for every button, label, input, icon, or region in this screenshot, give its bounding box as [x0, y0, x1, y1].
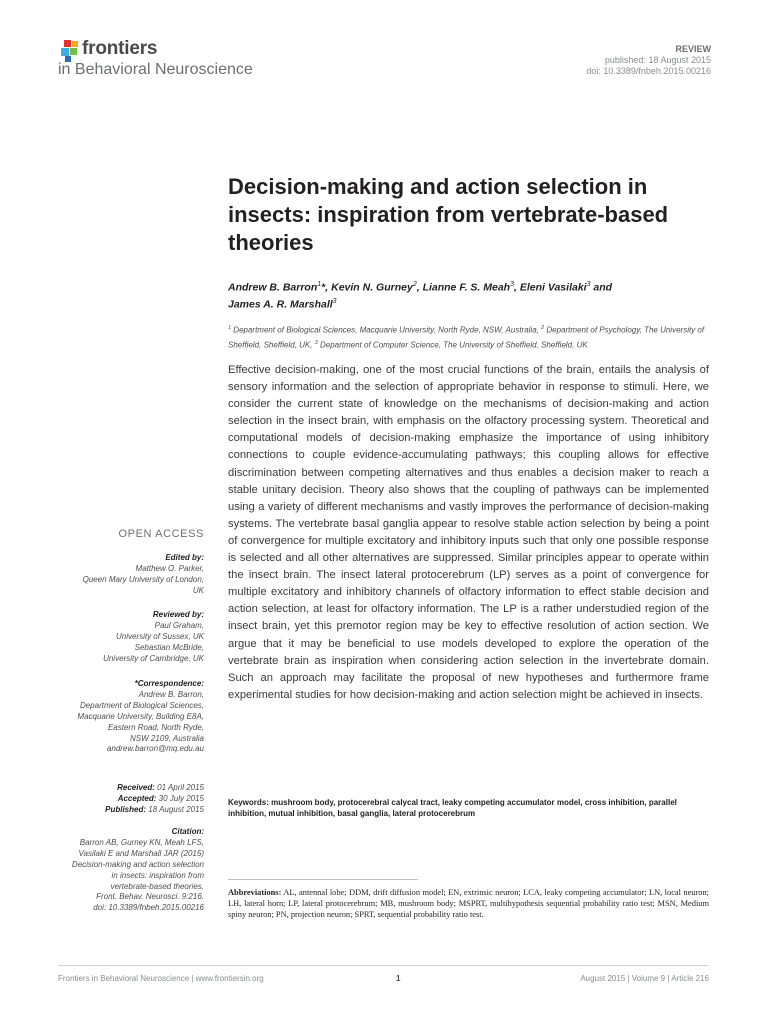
article-title: Decision-making and action selection in insects: inspiration from vertebrate-based theories [228, 174, 669, 255]
abbreviations-text: AL, antennal lobe; DDM, drift diffusion model; EN, extrinsic neuron; LCA, leaky competing accumulator; LN, local neuron; LH, lateral horn; LP, lateral protocerebrum; MB, mushroom body; MSPRT, multihypothesis sequential probability ratio test; MSN, Medium spiny neuron; PN, projection neuron; SPRT, sequential probability ratio test. [228, 888, 709, 919]
footer-journal-link[interactable]: Frontiers in Behavioral Neuroscience | www.frontiersin.org [58, 974, 264, 983]
citation-line: in insects: inspiration from [111, 870, 204, 880]
footer-divider [58, 965, 709, 966]
reviewer-line: Paul Graham, [154, 620, 204, 630]
brand-name: frontiers [82, 38, 158, 59]
affiliation-marker: 1 [228, 325, 232, 331]
accepted-date: Accepted: 30 July 2015 [117, 793, 204, 803]
open-access-label: OPEN ACCESS [118, 528, 204, 540]
correspondence [34, 679, 204, 755]
author-affiliation-marker: 1 [317, 281, 322, 288]
editor-line: UK [192, 585, 204, 595]
citation-line: vertebrate-based theories. [110, 881, 204, 891]
edited-by [34, 553, 204, 597]
author-affiliation-marker: 2 [412, 281, 417, 288]
article-dates [34, 783, 204, 816]
doi: doi: 10.3389/fnbeh.2015.00216 [586, 66, 711, 76]
author-name[interactable]: Eleni Vasilaki [519, 281, 587, 294]
author-list [228, 278, 708, 311]
affiliation-marker: 3 [314, 339, 318, 346]
article-type: REVIEW [675, 44, 711, 54]
citation-label: Citation: [171, 827, 204, 836]
reviewed-by [34, 610, 204, 665]
editor-line: Queen Mary University of London, [82, 574, 204, 584]
reviewer-line: University of Cambridge, UK [103, 653, 204, 663]
correspondence-label: *Correspondence: [134, 679, 204, 688]
correspondence-line: Eastern Road, North Ryde, [107, 722, 204, 732]
page-number: 1 [396, 974, 401, 983]
author-affiliation-marker: 3 [510, 281, 514, 288]
reviewer-line: Sebastian McBride, [134, 642, 204, 652]
abbreviations [228, 887, 709, 920]
affiliations [228, 322, 708, 351]
affiliation-text: Department of Psychology, The University of Sheffield, Sheffield, UK, [228, 325, 705, 350]
correspondence-line: NSW 2109, Australia [130, 733, 204, 743]
correspondence-email[interactable]: andrew.barron@mq.edu.au [106, 744, 204, 754]
affiliation-marker: 2 [541, 325, 545, 331]
author-separator: , [416, 281, 423, 294]
reviewer-line: University of Sussex, UK [115, 631, 204, 641]
journal-name: in Behavioral Neuroscience [58, 61, 253, 78]
author-separator: and [590, 281, 613, 294]
abbreviations-label: Abbreviations: [228, 888, 282, 897]
journal-logo[interactable] [58, 38, 318, 84]
footer-issue-info: August 2015 | Volume 9 | Article 216 [580, 974, 709, 983]
author-name[interactable]: Lianne F. S. Meah [422, 281, 511, 294]
affiliation-text: Department of Computer Science, The University of Sheffield, Sheffield, UK [317, 340, 588, 350]
author-name[interactable]: Andrew B. Barron [228, 281, 318, 294]
reviewed-by-label: Reviewed by: [152, 610, 204, 619]
affiliation-text: Department of Biological Sciences, Macquarie University, North Ryde, NSW, Australia, [231, 325, 542, 335]
citation-line: Vasilaki E and Marshall JAR (2015) [78, 848, 204, 858]
author-affiliation-marker: 3 [586, 281, 591, 288]
citation-line: Barron AB, Gurney KN, Meah LFS, [79, 837, 204, 847]
author-name[interactable]: James A. R. Marshall [228, 298, 333, 310]
divider [228, 879, 418, 880]
author-separator: , [514, 281, 520, 294]
correspondence-line: Macquarie University, Building E8A, [77, 711, 204, 721]
correspondence-line: Department of Biological Sciences, [79, 700, 204, 710]
published-date-sidebar: Published: 18 August 2015 [105, 804, 204, 814]
article-meta [586, 44, 711, 77]
published-date: published: 18 August 2015 [604, 55, 711, 65]
author-separator: , [325, 281, 332, 294]
citation-line: doi: 10.3389/fnbeh.2015.00216 [93, 903, 204, 913]
citation-line: Decision-making and action selection [71, 859, 204, 869]
received-date: Received: 01 April 2015 [117, 783, 204, 792]
edited-by-label: Edited by: [165, 553, 204, 562]
correspondence-line: Andrew B. Barron, [138, 689, 204, 699]
citation-line: Front. Behav. Neurosci. 9:216. [96, 892, 204, 902]
citation [34, 827, 204, 914]
keywords: Keywords: mushroom body, protocerebral calycal tract, leaky competing accumulator model, cross inhibition, parallel inhibition, mutual inhibition, basal ganglia, lateral protocerebrum [228, 798, 677, 818]
corresponding-marker: * [321, 281, 326, 294]
abstract: Effective decision-making, one of the most crucial functions of the brain, entails the analysis of sensory information and the selection of appropriate behavior in response to stimuli. Here, we consider the current state of knowledge on the mechanisms of decision-making and action selection in the insect brain, with emphasis on the olfactory processing system. Theoretical and computational models of decision-making emphasize the importance of using inhibitory connections to couple evidence-accumulating pathways; this coupling allows for effective discrimination between competing alternatives and thus enables a decision maker to reach a stable unitary decision. Theory also shows that the coupling of pathways can be implemented using a variety of different mechanisms and vastly improves the performance of decision-making systems. The vertebrate basal ganglia appear to resolve stable action selection by being a point of convergence for multiple excitatory and inhibitory inputs such that only one possible response is selected and all other alternatives are suppressed. Similar principles appear to operate within the insect brain. The insect lateral protocerebrum (LP) serves as a point of convergence for multiple excitatory and inhibitory channels of olfactory information to effect stable decision and action selection, at least for olfactory information. The LP is a rather understudied region of the insect brain, yet this premotor region may be key to effective resolution of action section. We argue that it may be beneficial to use models developed to explore the operation of the vertebrate brain as inspiration when considering action selection in the invertebrate domain. Such an approach may facilitate the proposal of new hypotheses and furthermore frame experimental studies for how decision-making and action selection might be achieved in insects. [228, 364, 709, 701]
author-affiliation-marker: 3 [332, 297, 337, 305]
author-name[interactable]: Kevin N. Gurney [331, 281, 413, 294]
editor-line: Matthew O. Parker, [135, 563, 204, 573]
